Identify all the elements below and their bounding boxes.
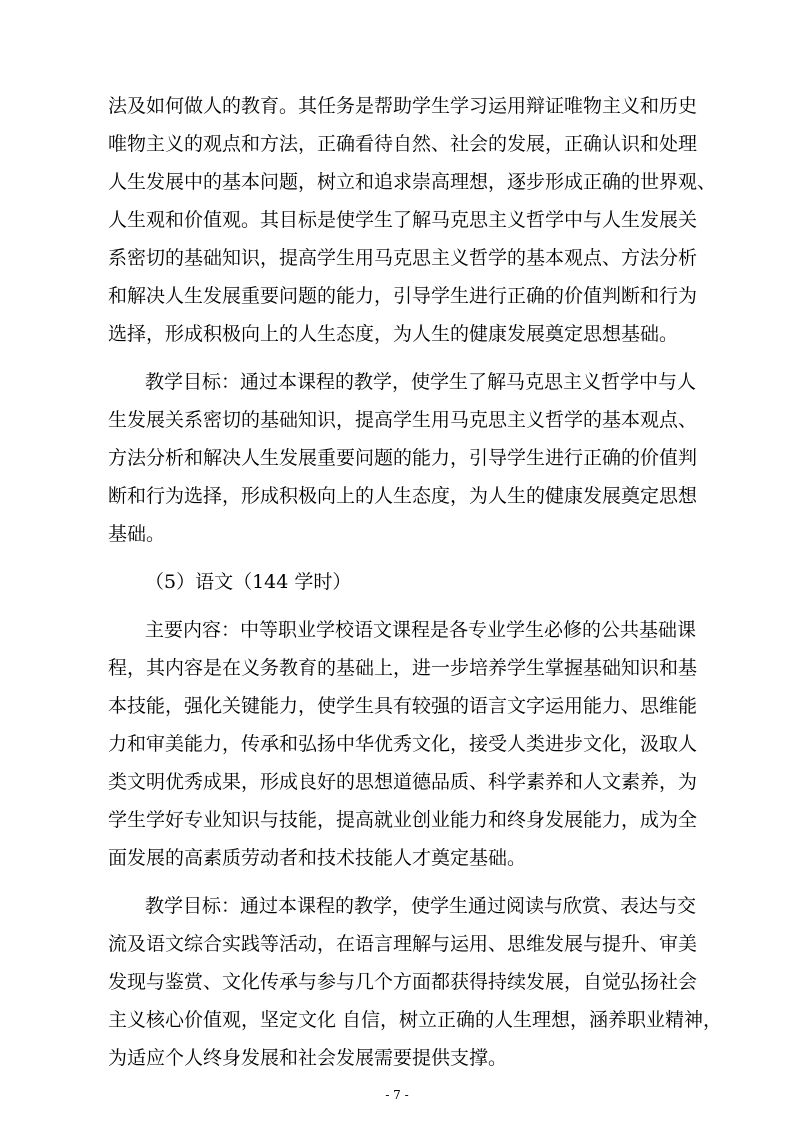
paragraph-line: 为适应个人终身发展和社会发展需要提供支撑。 xyxy=(108,1047,508,1069)
page-number: - 7 - xyxy=(385,1088,409,1102)
paragraph-line: 选择，形成积极向上的人生态度，为人生的健康发展奠定思想基础。 xyxy=(108,323,679,345)
section-heading: （5）语文（144 学时） xyxy=(145,571,352,593)
paragraph-line: 方法分析和解决人生发展重要问题的能力，引导学生进行正确的价值判 xyxy=(108,447,698,469)
paragraph-line: 基础。 xyxy=(108,523,166,545)
paragraph-line: 系密切的基础知识，提高学生用马克思主义哲学的基本观点、方法分析 xyxy=(108,247,698,269)
paragraph-line: 力和审美能力，传承和弘扬中华优秀文化，接受人类进步文化，汲取人 xyxy=(108,733,698,755)
paragraph-line: 法及如何做人的教育。其任务是帮助学生学习运用辩证唯物主义和历史 xyxy=(108,95,698,117)
paragraph-line: 发现与鉴赏、文化传承与参与几个方面都获得持续发展，自觉弘扬社会 xyxy=(108,971,698,993)
paragraph-line: 人生观和价值观。其目标是使学生了解马克思主义哲学中与人生发展关 xyxy=(108,209,698,231)
paragraph-line: 类文明优秀成果，形成良好的思想道德品质、科学素养和人文素养，为 xyxy=(108,771,698,793)
paragraph-line: 唯物主义的观点和方法，正确看待自然、社会的发展，正确认识和处理 xyxy=(108,133,698,155)
paragraph-line: 教学目标：通过本课程的教学，使学生通过阅读与欣赏、表达与交 xyxy=(145,895,697,917)
paragraph-line: 程，其内容是在义务教育的基础上，进一步培养学生掌握基础知识和基 xyxy=(108,657,698,679)
paragraph-line: 学生学好专业知识与技能，提高就业创业能力和终身发展能力，成为全 xyxy=(108,809,698,831)
paragraph-line: 和解决人生发展重要问题的能力，引导学生进行正确的价值判断和行为 xyxy=(108,285,698,307)
paragraph-line: 教学目标：通过本课程的教学，使学生了解马克思主义哲学中与人 xyxy=(145,371,697,393)
paragraph-line: 本技能，强化关键能力，使学生具有较强的语言文字运用能力、思维能 xyxy=(108,695,698,717)
paragraph-line: 主义核心价值观，坚定文化 自信，树立正确的人生理想，涵养职业精神， xyxy=(108,1009,723,1031)
paragraph-line: 断和行为选择，形成积极向上的人生态度，为人生的健康发展奠定思想 xyxy=(108,485,698,507)
paragraph-line: 流及语文综合实践等活动，在语言理解与运用、思维发展与提升、审美 xyxy=(108,933,698,955)
paragraph-line: 人生发展中的基本问题，树立和追求崇高理想，逐步形成正确的世界观、 xyxy=(108,171,717,193)
paragraph-line: 面发展的高素质劳动者和技术技能人才奠定基础。 xyxy=(108,847,527,869)
paragraph-line: 生发展关系密切的基础知识，提高学生用马克思主义哲学的基本观点、 xyxy=(108,409,698,431)
paragraph-line: 主要内容：中等职业学校语文课程是各专业学生必修的公共基础课 xyxy=(145,619,697,641)
